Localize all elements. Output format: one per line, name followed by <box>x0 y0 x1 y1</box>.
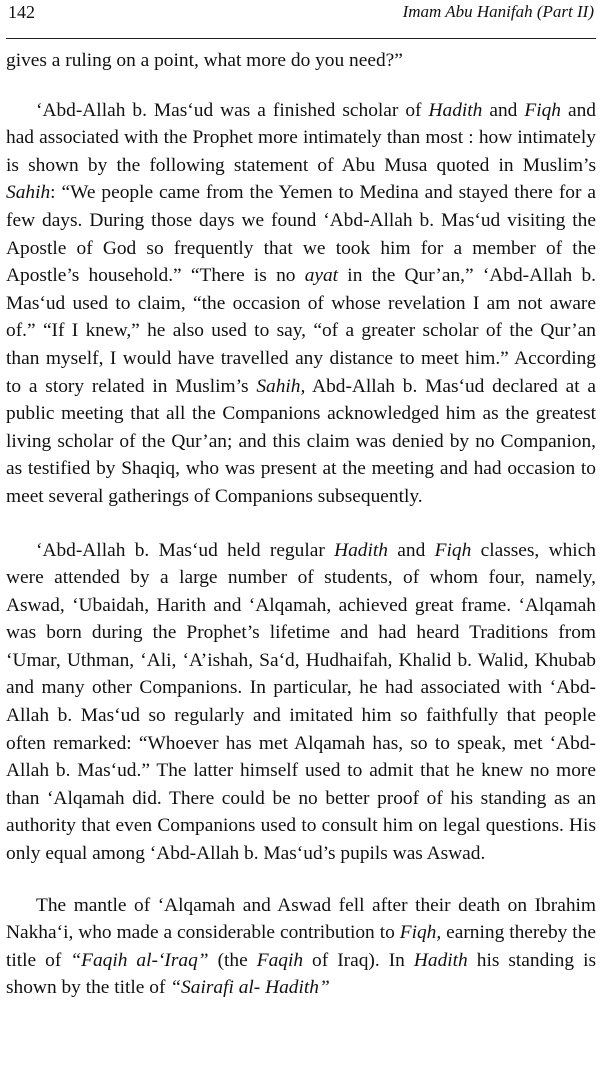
italic-term: “Sairafi al- Hadith” <box>170 977 330 999</box>
italic-term: Fiqh <box>434 539 472 561</box>
text-run: classes, which were attended by a large number of students, of whom four, namely, Aswad, ‘Ubaidah, Harith and ‘Alqamah, achieved great frame. ‘Alqamah was born during the Prophet’s lifetime and had heard Traditions from ‘Umar, Uthman, ‘Ali, ‘A’ishah, Sa‘d, Hudhaifah, Khalid b. Walid, Khubab and many other Companions. In particular, he had associated with ‘Abd-Allah b. Mas‘ud so regularly and imitated him so faithfully that people often remarked: “Whoever has met Alqamah has, so to speak, met ‘Abd-Allah b. Mas‘ud.” The latter himself used to admit that he knew no more than ‘Alqamah did. There could be no better proof of his standing as an authority that even Companions used to consult him on legal questions. His only equal among ‘Abd-Allah b. Mas‘ud’s pupils was Aswad. <box>6 539 596 865</box>
text-run: gives a ruling on a point, what more do you need?” <box>6 50 403 71</box>
text-run: and <box>387 539 435 561</box>
text-run: his standing is shown by the title of <box>6 949 597 999</box>
text-run: of Iraq). In <box>303 949 414 971</box>
italic-term: ayat <box>304 265 339 287</box>
text-run: : “We people came from the Yemen to Medina and stayed there for a few days. During those days we found ‘Abd-Allah b. Mas‘ud visiting the Apostle of God so frequently that we took him for a member of the Apostle’s household.” “There is no <box>6 182 596 287</box>
italic-term: Sahih <box>6 182 51 204</box>
running-title: Imam Abu Hanifah (Part II) <box>402 2 594 21</box>
paragraph <box>6 97 596 511</box>
italic-term: Faqih <box>256 949 304 971</box>
italic-term: Hadith <box>428 99 483 121</box>
italic-term: Hadith <box>334 539 388 561</box>
italic-term: Fiqh, <box>399 922 442 944</box>
text-run: The mantle of ‘Alqamah and Aswad fell after their death on Ibrahim Nakha‘i, who made a considerable contribution to <box>6 894 596 944</box>
italic-term: Sahih, <box>256 375 306 397</box>
text-run: earning thereby the title of <box>6 922 596 971</box>
page-header <box>6 0 596 39</box>
text-run: Abd-Allah b. Mas‘ud declared at a public meeting that all the Companions acknowledged him as the greatest living scholar of the Qur’an; and this claim was denied by no Companion, as testified by Shaqiq, who was present at the meeting and had occasion to meet several gatherings of Companions subsequently. <box>6 375 596 507</box>
italic-term: “Faqih al-‘Iraq” <box>70 949 209 971</box>
text-run: ‘Abd-Allah b. Mas‘ud held regular <box>36 539 335 561</box>
page-number: 142 <box>8 2 35 22</box>
text-run: in the Qur’an,” ‘Abd-Allah b. Mas‘ud used to claim, “the occasion of whose revelation I am not aware of.” “If I knew,” he also used to say, “of a greater scholar of the Qur’an than myself, I would have travelled any distance to meet him.” According to a story related in Muslim’s <box>6 265 596 397</box>
paragraph <box>6 892 596 1002</box>
italic-term: Hadith <box>413 949 468 971</box>
text-run: ‘Abd-Allah b. Mas‘ud was a finished scholar of <box>36 99 429 121</box>
text-run: and had associated with the Prophet more intimately than most : how intimately is shown by the following statement of Abu Musa quoted in Muslim’s <box>6 99 596 176</box>
italic-term: Fiqh <box>524 99 561 121</box>
paragraph <box>6 537 596 868</box>
paragraph <box>6 47 596 75</box>
body-text <box>6 47 596 1002</box>
text-run: and <box>482 99 525 121</box>
text-run: (the <box>208 949 257 971</box>
